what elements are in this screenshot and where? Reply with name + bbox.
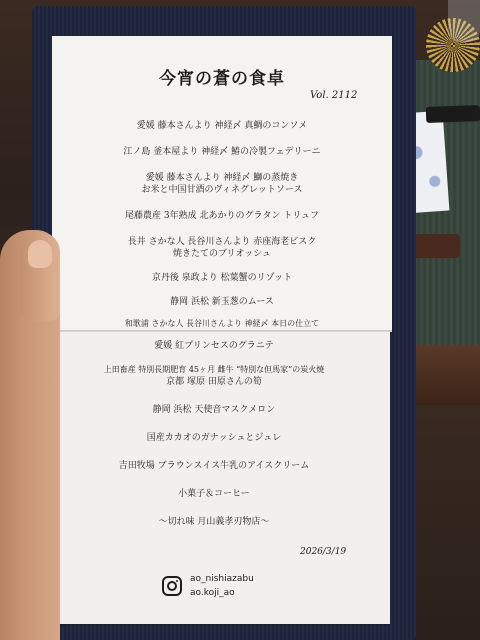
thumbnail [28, 240, 52, 268]
menu-volume: Vol. 2112 [310, 90, 358, 101]
menu-item: 国産カカオのガナッシュとジュレ [146, 433, 282, 443]
instagram-icon [162, 576, 182, 596]
menu-item: 焼きたてのブリオッシュ [172, 249, 272, 259]
instagram-handle: ao_nishiazabu [190, 574, 254, 584]
menu-item: 静岡 浜松 新玉葱のムース [170, 297, 274, 307]
menu-item: 和歌浦 さかな人 長谷川さんより 神経〆 本日の仕立て [124, 319, 320, 328]
menu-title: 今宵の蒼の食卓 [159, 69, 285, 89]
menu-item: 尾藤農産 3年熟成 北あかりのグラタン トリュフ [125, 211, 319, 221]
chopstick [426, 105, 480, 123]
menu-bottom-page [38, 332, 390, 624]
menu-item: お米と中国甘酒のヴィネグレットソース [141, 185, 303, 195]
menu-item: 〜切れ味 月山義孝刃物店〜 [158, 517, 270, 527]
menu-item: 静岡 浜松 天使音マスクメロン [152, 405, 276, 415]
menu-item: 江ノ島 釜本屋より 神経〆 鰆の冷製フェデリーニ [123, 147, 321, 157]
menu-date: 2026/3/19 [300, 547, 347, 557]
menu-item: 長井 さかな人 長谷川さんより 赤座海老ビスク [127, 237, 317, 247]
menu-item: 上田畜産 特別長期肥育 45ヶ月 雌牛 “特別な但馬家”の炭火焼 [103, 365, 325, 374]
menu-top-page [52, 36, 392, 332]
water-glass [448, 0, 480, 42]
menu-item: 京都 塚原 田原さんの筍 [166, 377, 262, 387]
menu-item: 吉田牧場 ブラウンスイス牛乳のアイスクリーム [118, 461, 310, 471]
menu-item: 小菓子＆コーヒー [178, 489, 250, 499]
menu-item: 愛媛 紅プリンセスのグラニテ [154, 341, 274, 351]
menu-item: 京丹後 泉政より 松葉蟹のリゾット [151, 273, 293, 283]
menu-item: 愛媛 藤本さんより 神経〆 真鯛のコンソメ [136, 121, 308, 131]
menu-item: 愛媛 藤本さんより 神経〆 鰤の蒸焼き [145, 173, 299, 183]
instagram-handle: ao.koji_ao [190, 588, 235, 598]
